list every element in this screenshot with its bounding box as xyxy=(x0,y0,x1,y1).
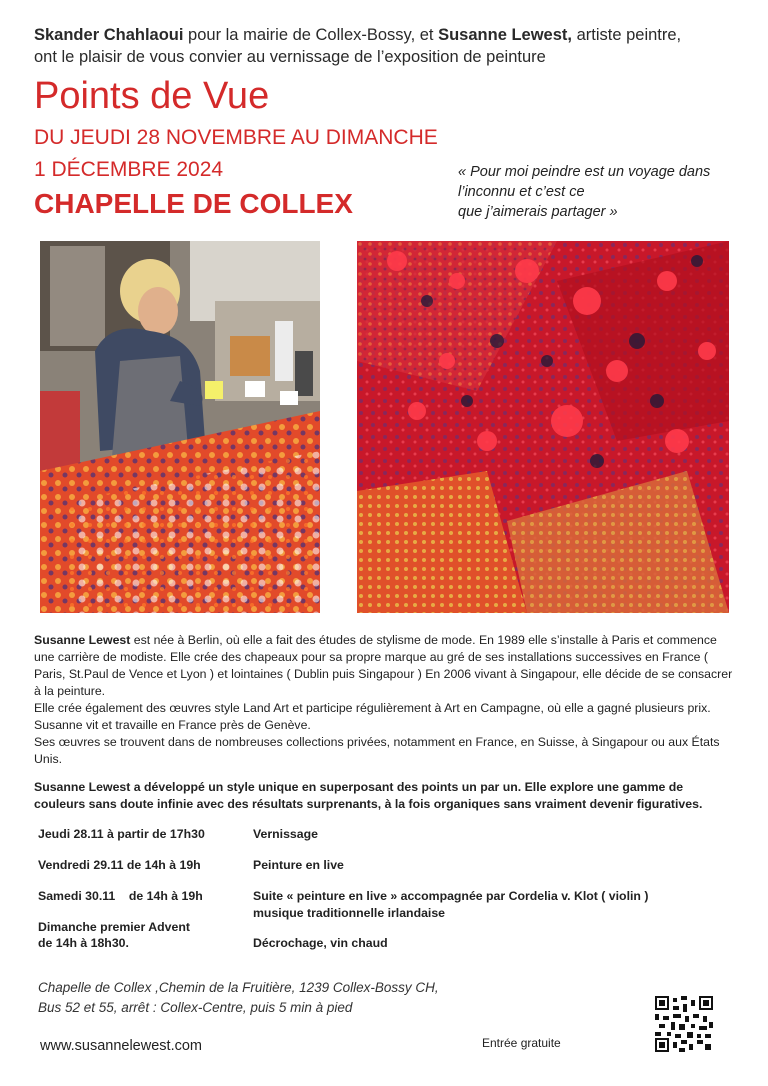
intro-line-2: ont le plaisir de vous convier au vernissage de l’exposition de peinture xyxy=(34,48,546,66)
schedule-when-3: Samedi 30.11 de 14h à 19h xyxy=(38,889,203,903)
bio-paragraph-3: Susanne vit et travaille en France près de Genève. xyxy=(34,718,311,732)
artist-biography xyxy=(34,632,734,768)
quote-line-2: l’inconnu et c’est ce xyxy=(458,184,585,200)
schedule-when-1: Jeudi 28.11 à partir de 17h30 xyxy=(38,827,205,841)
schedule-when-4b: de 14h à 18h30. xyxy=(38,936,129,950)
artist-photo xyxy=(40,241,320,613)
artist-quote xyxy=(458,162,748,222)
intro-text-1: pour la mairie de Collex-Bossy, et xyxy=(183,26,439,44)
address-line-1: Chapelle de Collex ,Chemin de la Fruitière, 1239 Collex-Bossy CH, xyxy=(38,980,439,995)
venue-address xyxy=(38,978,439,1018)
schedule-what-4: Décrochage, vin chaud xyxy=(253,936,388,950)
dates-line-1: DU JEUDI 28 NOVEMBRE AU DIMANCHE xyxy=(34,126,438,149)
artist2-name: Susanne Lewest, xyxy=(438,26,572,44)
schedule-what-3b: musique traditionnelle irlandaise xyxy=(253,906,446,920)
website-link[interactable]: www.susannelewest.com xyxy=(40,1038,202,1054)
bio-paragraph-4: Ses œuvres se trouvent dans de nombreuses collections privées, notamment en France, en Suisse, à Singapour ou aux États Unis. xyxy=(34,735,720,766)
dates-line-2: 1 DÉCEMBRE 2024 xyxy=(34,158,224,181)
quote-line-3: que j’aimerais partager » xyxy=(458,204,618,220)
schedule-when-4: Dimanche premier Advent xyxy=(38,920,190,934)
intro-text xyxy=(34,24,734,68)
schedule-what-2: Peinture en live xyxy=(253,858,344,872)
quote-line-1: « Pour moi peindre est un voyage dans xyxy=(458,164,711,180)
schedule-what-3: Suite « peinture en live » accompagnée par Cordelia v. Klot ( violin ) xyxy=(253,889,649,903)
venue-title: CHAPELLE DE COLLEX xyxy=(34,188,353,219)
painting-image xyxy=(357,241,729,613)
schedule-when-2: Vendredi 29.11 de 14h à 19h xyxy=(38,858,201,872)
bio-artist-name: Susanne Lewest xyxy=(34,633,131,647)
bio-paragraph-2: Elle crée également des œuvres style Land Art et participe régulièrement à Art en Campagne, où elle a gagné plusieurs prix. xyxy=(34,701,711,715)
exhibition-title: Points de Vue xyxy=(34,75,270,117)
bio-text-1: est née à Berlin, où elle a fait des études de stylisme de mode. En 1989 elle s’installe à Paris et commence une carrière de modiste. Elle crée des chapeaux pour sa propre marque au gré de ses installations successives en France ( Paris, St.Paul de Vence et Lyon ) et lointaines ( Dublin puis Singapour ) En 2006 vivant à Singapour, elle décide de se consacrer à la peinture. xyxy=(34,633,733,698)
intro-text-2: artiste peintre, xyxy=(571,26,682,44)
qr-code[interactable] xyxy=(655,996,713,1052)
bio-paragraph-1 xyxy=(34,632,734,700)
address-line-2: Bus 52 et 55, arrêt : Collex-Centre, puis 5 min à pied xyxy=(38,1000,353,1015)
artist1-name: Skander Chahlaoui xyxy=(34,26,184,44)
free-entry-label: Entrée gratuite xyxy=(482,1036,561,1050)
schedule-what-1: Vernissage xyxy=(253,827,318,841)
style-description: Susanne Lewest a développé un style unique en superposant des points un par un. Elle explore une gamme de couleurs sans doute infinie avec des résultats surprenants, à la fois organiques sans vraiment devenir figuratives. xyxy=(34,780,703,811)
